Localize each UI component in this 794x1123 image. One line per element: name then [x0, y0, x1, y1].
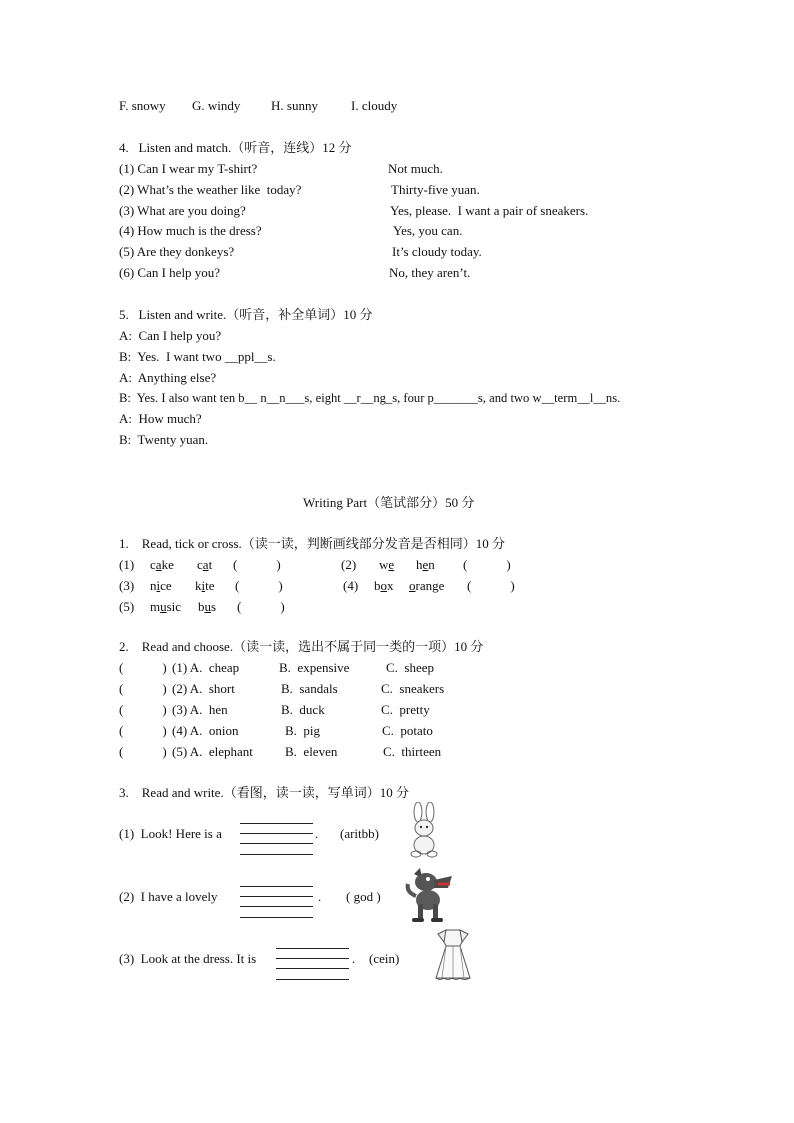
dialogue-line: A: How much? [119, 411, 202, 426]
writing-line[interactable] [276, 979, 349, 980]
answer-parenthesis[interactable]: ( ) [237, 599, 285, 614]
option-c: C. sneakers [381, 681, 445, 696]
option-b: B. pig [285, 723, 321, 738]
sentence-period: . [315, 826, 319, 841]
answer-parenthesis[interactable]: ( ) [119, 660, 167, 675]
word-music: music [150, 599, 182, 614]
option-a: (3) A. hen [172, 702, 228, 717]
word-cat: cat [197, 557, 213, 572]
word-box: box [374, 578, 394, 593]
sentence-text: (2) I have a lovely [119, 889, 218, 904]
option-b: B. expensive [279, 660, 350, 675]
writing-line[interactable] [240, 906, 313, 907]
match-left-item: (2) What’s the weather like today? [119, 182, 302, 197]
answer-parenthesis[interactable]: ( ) [119, 723, 167, 738]
dialogue-line: A: Can I help you? [119, 328, 222, 343]
rabbit-picture [404, 802, 444, 858]
option-b: B. sandals [281, 681, 338, 696]
option-c: C. thirteen [383, 744, 442, 759]
answer-parenthesis[interactable]: ( ) [235, 578, 283, 593]
section-title: 1. Read, tick or cross.（读一读，判断画线部分发音是否相同）10 分 [119, 536, 506, 551]
dress-picture [432, 926, 474, 982]
writing-line[interactable] [240, 917, 313, 918]
writing-line[interactable] [240, 886, 313, 887]
option-a: (2) A. short [172, 681, 235, 696]
answer-parenthesis[interactable]: ( ) [233, 557, 281, 572]
section-title: 4. Listen and match.（听音，连线）12 分 [119, 140, 352, 155]
word-cake: cake [150, 557, 174, 572]
scrambled-hint: ( god ) [346, 889, 381, 904]
dialogue-line: B: Twenty yuan. [119, 432, 209, 447]
sentence-text: (1) Look! Here is a [119, 826, 222, 841]
writing-line[interactable] [240, 823, 313, 824]
match-right-item: It’s cloudy today. [392, 244, 482, 259]
answer-parenthesis[interactable]: ( ) [119, 702, 167, 717]
dialogue-line: B: Yes. I also want ten b__ n__n___s, eight __r__ng_s, four p_______s, and two w__term__l__ns. [119, 391, 621, 405]
writing-line[interactable] [240, 843, 313, 844]
item-number: (4) [343, 578, 359, 593]
match-right-item: Yes, you can. [393, 223, 463, 238]
option-g: G. windy [192, 98, 241, 113]
option-h: H. sunny [271, 98, 318, 113]
dog-picture [404, 866, 456, 924]
match-right-item: Yes, please. I want a pair of sneakers. [390, 203, 589, 218]
sentence-text: (3) Look at the dress. It is [119, 951, 257, 966]
scrambled-hint: (cein) [369, 951, 400, 966]
writing-line[interactable] [276, 948, 349, 949]
word-we: we [379, 557, 395, 572]
writing-line[interactable] [276, 958, 349, 959]
word-nice: nice [150, 578, 172, 593]
option-b: B. eleven [285, 744, 338, 759]
word-bus: bus [198, 599, 217, 614]
option-c: C. sheep [386, 660, 435, 675]
section-title: 2. Read and choose.（读一读，选出不属于同一类的一项）10 分 [119, 639, 484, 654]
section-title: 3. Read and write.（看图，读一读，写单词）10 分 [119, 785, 409, 800]
match-left-item: (6) Can I help you? [119, 265, 221, 280]
sentence-period: . [318, 889, 322, 904]
item-number: (5) [119, 599, 135, 614]
option-b: B. duck [281, 702, 325, 717]
match-right-item: Not much. [388, 161, 443, 176]
match-right-item: No, they aren’t. [389, 265, 471, 280]
option-a: (5) A. elephant [172, 744, 253, 759]
option-a: (4) A. onion [172, 723, 239, 738]
answer-parenthesis[interactable]: ( ) [467, 578, 515, 593]
dialogue-line: B: Yes. I want two __ppl__s. [119, 349, 276, 364]
item-number: (2) [341, 557, 357, 572]
match-right-item: Thirty-five yuan. [391, 182, 480, 197]
answer-parenthesis[interactable]: ( ) [119, 744, 167, 759]
writing-line[interactable] [240, 896, 313, 897]
writing-line[interactable] [240, 833, 313, 834]
section-title: 5. Listen and write.（听音，补全单词）10 分 [119, 307, 373, 322]
word-hen: hen [416, 557, 435, 572]
match-left-item: (4) How much is the dress? [119, 223, 262, 238]
scrambled-hint: (aritbb) [340, 826, 379, 841]
writing-part-title: Writing Part（笔试部分）50 分 [303, 495, 475, 510]
dialogue-line: A: Anything else? [119, 370, 217, 385]
answer-parenthesis[interactable]: ( ) [463, 557, 511, 572]
sentence-period: . [352, 951, 356, 966]
match-left-item: (3) What are you doing? [119, 203, 246, 218]
option-c: C. potato [382, 723, 433, 738]
match-left-item: (1) Can I wear my T-shirt? [119, 161, 258, 176]
writing-line[interactable] [240, 854, 313, 855]
option-f: F. snowy [119, 98, 166, 113]
answer-parenthesis[interactable]: ( ) [119, 681, 167, 696]
match-left-item: (5) Are they donkeys? [119, 244, 235, 259]
option-c: C. pretty [381, 702, 430, 717]
item-number: (1) [119, 557, 135, 572]
option-i: I. cloudy [351, 98, 398, 113]
option-a: (1) A. cheap [172, 660, 240, 675]
word-orange: orange [409, 578, 445, 593]
word-kite: kite [195, 578, 215, 593]
item-number: (3) [119, 578, 135, 593]
writing-line[interactable] [276, 968, 349, 969]
